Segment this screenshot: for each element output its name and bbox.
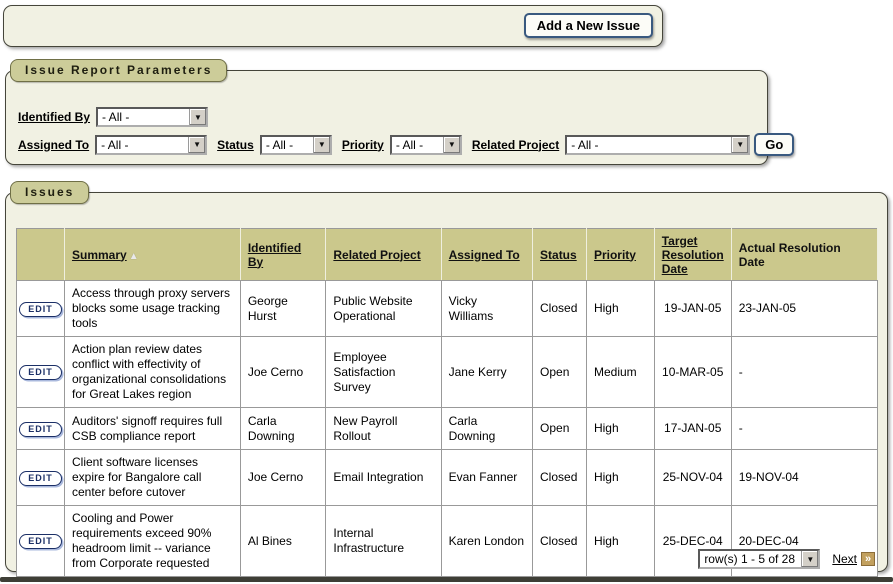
actual-date-cell: - bbox=[731, 408, 877, 450]
issue-report-parameters-region bbox=[5, 70, 784, 165]
status-cell: Closed bbox=[533, 506, 587, 577]
edit-button[interactable]: EDIT bbox=[19, 302, 62, 317]
issues-tab: Issues bbox=[10, 181, 89, 204]
dropdown-arrow-icon: ▼ bbox=[443, 137, 460, 153]
priority-cell: High bbox=[586, 281, 654, 337]
priority-value: - All - bbox=[395, 137, 424, 152]
next-arrow-icon[interactable]: » bbox=[861, 552, 875, 566]
edit-button[interactable]: EDIT bbox=[19, 534, 62, 549]
related-project-filter bbox=[472, 135, 750, 155]
edit-cell bbox=[17, 408, 65, 450]
status-label[interactable]: Status bbox=[217, 137, 254, 152]
priority-cell: High bbox=[586, 408, 654, 450]
actual-date-cell: 23-JAN-05 bbox=[731, 281, 877, 337]
related-project-sort-link[interactable]: Related Project bbox=[333, 247, 421, 262]
target-resolution-date-column-header bbox=[654, 229, 731, 281]
actual-date-cell: 19-NOV-04 bbox=[731, 450, 877, 506]
identified-by-column-header bbox=[240, 229, 326, 281]
actual-date-cell: - bbox=[731, 337, 877, 408]
issues-table bbox=[16, 228, 878, 577]
identified-by-cell: Joe Cerno bbox=[240, 450, 326, 506]
priority-sort-link[interactable]: Priority bbox=[593, 247, 636, 262]
assigned-to-cell: Karen London bbox=[441, 506, 532, 577]
related-project-label[interactable]: Related Project bbox=[471, 137, 560, 152]
assigned-to-sort-link[interactable]: Assigned To bbox=[448, 247, 520, 262]
actual-date-cell: 20-DEC-04 bbox=[731, 506, 877, 577]
table-row bbox=[17, 450, 878, 506]
dropdown-arrow-icon: ▼ bbox=[801, 551, 818, 567]
priority-column-header bbox=[586, 229, 654, 281]
target-date-cell: 19-JAN-05 bbox=[654, 281, 731, 337]
assigned-to-column-header bbox=[441, 229, 532, 281]
row-range-value: row(s) 1 - 5 of 28 bbox=[704, 552, 796, 566]
status-cell: Open bbox=[533, 337, 587, 408]
related-project-cell: New Payroll Rollout bbox=[326, 408, 441, 450]
identified-by-cell: George Hurst bbox=[240, 281, 326, 337]
next-link[interactable]: Next bbox=[832, 552, 857, 566]
related-project-cell: Internal Infrastructure bbox=[326, 506, 441, 577]
table-header-row bbox=[17, 229, 878, 281]
status-cell: Closed bbox=[533, 281, 587, 337]
edit-cell bbox=[17, 506, 65, 577]
edit-button[interactable]: EDIT bbox=[19, 422, 62, 437]
actual-resolution-date-column-header bbox=[731, 229, 877, 281]
summary-sort-link[interactable]: Summary bbox=[71, 247, 127, 262]
status-select[interactable] bbox=[260, 135, 332, 155]
status-cell: Open bbox=[533, 408, 587, 450]
dropdown-arrow-icon: ▼ bbox=[313, 137, 330, 153]
assigned-to-cell: Carla Downing bbox=[441, 408, 532, 450]
issues-region bbox=[5, 192, 888, 572]
related-project-column-header bbox=[326, 229, 441, 281]
bottom-divider bbox=[0, 577, 893, 582]
issue-report-parameters-tab: Issue Report Parameters bbox=[10, 59, 227, 82]
assigned-to-cell: Vicky Williams bbox=[441, 281, 532, 337]
edit-cell bbox=[17, 281, 65, 337]
target-date-cell: 10-MAR-05 bbox=[654, 337, 731, 408]
priority-cell: High bbox=[586, 450, 654, 506]
assigned-to-cell: Evan Fanner bbox=[441, 450, 532, 506]
related-project-cell: Public Website Operational bbox=[326, 281, 441, 337]
table-row bbox=[17, 281, 878, 337]
target-date-cell: 25-DEC-04 bbox=[654, 506, 731, 577]
summary-cell: Client software licenses expire for Bangalore call center before cutover bbox=[64, 450, 240, 506]
top-button-region bbox=[3, 5, 663, 47]
status-value: - All - bbox=[265, 137, 294, 152]
assigned-to-cell: Jane Kerry bbox=[441, 337, 532, 408]
sort-asc-icon: ▲ bbox=[128, 250, 139, 262]
related-project-cell: Employee Satisfaction Survey bbox=[326, 337, 441, 408]
priority-cell: Medium bbox=[586, 337, 654, 408]
related-project-cell: Email Integration bbox=[326, 450, 441, 506]
edit-cell bbox=[17, 337, 65, 408]
assigned-to-label[interactable]: Assigned To bbox=[18, 137, 90, 152]
identified-by-value: - All - bbox=[102, 110, 130, 124]
table-row bbox=[17, 408, 878, 450]
priority-label[interactable]: Priority bbox=[341, 137, 384, 152]
edit-button[interactable]: EDIT bbox=[19, 471, 62, 486]
related-project-select[interactable] bbox=[565, 135, 750, 155]
identified-by-select[interactable] bbox=[96, 107, 208, 127]
actual-resolution-date-label: Actual Resolution Date bbox=[738, 240, 841, 269]
dropdown-arrow-icon: ▼ bbox=[731, 137, 748, 153]
summary-cell: Cooling and Power requirements exceed 90% headroom limit -- variance from Corporate requested bbox=[64, 506, 240, 577]
summary-cell: Action plan review dates conflict with effectivity of organizational consolidations for Great Lakes region bbox=[64, 337, 240, 408]
edit-cell bbox=[17, 450, 65, 506]
assigned-to-select[interactable] bbox=[95, 135, 207, 155]
priority-filter bbox=[342, 135, 462, 155]
add-new-issue-button[interactable]: Add a New Issue bbox=[524, 13, 653, 38]
status-sort-link[interactable]: Status bbox=[540, 247, 577, 262]
status-filter bbox=[217, 135, 332, 155]
summary-cell: Auditors' signoff requires full CSB compliance report bbox=[64, 408, 240, 450]
assigned-to-filter bbox=[18, 135, 207, 155]
row-range-select[interactable] bbox=[698, 549, 820, 569]
assigned-to-value: - All - bbox=[101, 137, 129, 152]
target-resolution-date-sort-link[interactable]: Target Resolution Date bbox=[661, 233, 724, 276]
summary-column-header bbox=[64, 229, 240, 281]
identified-by-cell: Joe Cerno bbox=[240, 337, 326, 408]
related-project-value: - All - bbox=[571, 137, 599, 152]
edit-column-header bbox=[17, 229, 65, 281]
filter-row-2 bbox=[18, 133, 794, 156]
status-column-header bbox=[533, 229, 587, 281]
dropdown-arrow-icon: ▼ bbox=[188, 137, 205, 153]
target-date-cell: 17-JAN-05 bbox=[654, 408, 731, 450]
target-date-cell: 25-NOV-04 bbox=[654, 450, 731, 506]
summary-cell: Access through proxy servers blocks some usage tracking tools bbox=[64, 281, 240, 337]
status-cell: Closed bbox=[533, 450, 587, 506]
edit-button[interactable]: EDIT bbox=[19, 365, 62, 380]
dropdown-arrow-icon: ▼ bbox=[189, 109, 206, 125]
identified-by-cell: Carla Downing bbox=[240, 408, 326, 450]
priority-select[interactable] bbox=[390, 135, 462, 155]
table-row bbox=[17, 337, 878, 408]
pagination bbox=[698, 549, 875, 569]
priority-cell: High bbox=[586, 506, 654, 577]
filter-row-1 bbox=[18, 107, 208, 127]
identified-by-cell: Al Bines bbox=[240, 506, 326, 577]
identified-by-sort-link[interactable]: Identified By bbox=[247, 240, 302, 269]
identified-by-label[interactable]: Identified By bbox=[18, 110, 91, 124]
go-button[interactable]: Go bbox=[754, 133, 794, 156]
